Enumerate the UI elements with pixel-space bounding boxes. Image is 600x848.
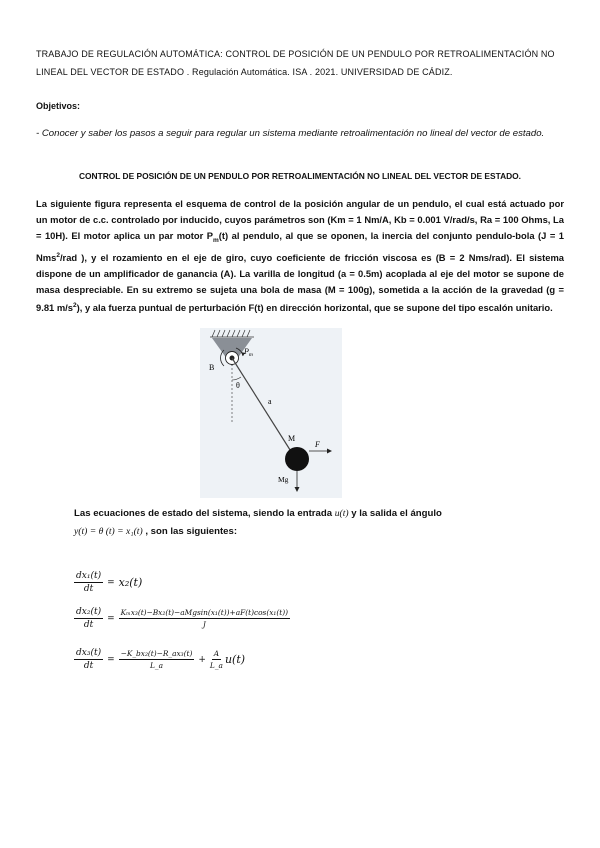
- eq1-equals: =: [107, 577, 115, 588]
- eq3-equals: =: [107, 654, 115, 665]
- eq1-lhs: [74, 571, 103, 594]
- label-pm: [243, 347, 253, 358]
- gravity-arrowhead: [295, 487, 300, 492]
- eq3-t2-num: A: [213, 649, 220, 658]
- paragraph-part-2: (t) al pendulo, al que se oponen, la inercia del conjunto pendulo-bola (J = 1 Nms: [36, 229, 565, 264]
- state-equation-2: [74, 607, 290, 630]
- header-line-1: TRABAJO DE REGULACIÓN AUTOMÁTICA: CONTROL DE POSICIÓN DE UN PENDULO POR RETROALIMENTACIÓN NO: [36, 49, 555, 59]
- description-paragraph: [36, 196, 564, 316]
- label-pm-main: P: [244, 347, 249, 356]
- eq1-lhs-num: dx₁(t): [76, 571, 102, 581]
- input-symbol: u(t): [334, 508, 349, 519]
- equations-intro: [74, 505, 564, 541]
- eq3-term-2-tail: u(t): [224, 653, 246, 666]
- label-mg: Mg: [278, 475, 289, 484]
- section-title: CONTROL DE POSICIÓN DE UN PENDULO POR RETROALIMENTACIÓN NO LINEAL DEL VECTOR DE ESTADO.: [78, 171, 522, 181]
- objectives-title: Objetivos:: [36, 101, 81, 111]
- eq3-t2-den: L_a: [209, 661, 223, 670]
- pm-subscript: m: [213, 236, 219, 244]
- paragraph-part-4: ), y ala fuerza puntual de perturbación F(t) en dirección horizontal, que se supone del tipo escalón unitario.: [76, 301, 553, 313]
- eq3-term-1: [119, 649, 195, 670]
- eq3-plus: +: [198, 654, 206, 665]
- eq3-lhs: [74, 648, 103, 671]
- intro-part-2: y la salida el ángulo: [348, 508, 442, 519]
- paragraph-part-1: La siguiente figura representa el esquema de control de la posición angular de un pendulo, el cual está actuado por un motor de c.c. controlado por inducido, cuyos parámetros son (Km = 1 Nm/A, Kb = 0.001 V/rad/s, Ra = 100 Ohms, La = 10H). El motor aplica un par motor P: [36, 198, 564, 241]
- eq3-term-2: [210, 649, 223, 670]
- intro-part-3: , son las siguientes:: [142, 526, 238, 537]
- label-pm-sub: m: [248, 352, 253, 358]
- eq2-lhs: [74, 607, 103, 630]
- theta-arc: [232, 377, 241, 380]
- eq2-lhs-den: dt: [83, 620, 94, 630]
- label-f: F: [315, 440, 320, 449]
- eq2-lhs-num: dx₂(t): [76, 607, 102, 617]
- pendulum-rod: [232, 358, 292, 453]
- pendulum-diagram: [200, 328, 342, 498]
- intro-part-1: Las ecuaciones de estado del sistema, siendo la entrada: [74, 508, 335, 519]
- eq2-rhs-den: J: [202, 620, 206, 629]
- inertia-superscript: 2: [56, 252, 60, 260]
- ceiling-hatch: [210, 330, 254, 337]
- document-header: [36, 45, 566, 81]
- label-b: B: [209, 363, 215, 372]
- eq1-rhs: x₂(t): [118, 576, 143, 589]
- eq3-t1-num: −K_bx₂(t)−R_ax₃(t): [120, 649, 193, 658]
- pendulum-bob: [285, 447, 309, 471]
- eq2-rhs: [119, 608, 290, 629]
- output-symbol: y(t) = θ (t) = x₁(t): [74, 526, 143, 537]
- eq2-rhs-num: Kₘx₃(t)−Bx₂(t)−aMgsin(x₁(t))+aF(t)cos(x₁(t)): [120, 608, 288, 617]
- eq3-lhs-num: dx₃(t): [76, 648, 102, 658]
- eq3-t1-den: L_a: [150, 661, 164, 670]
- paragraph-part-3: /rad ), y el rozamiento en el eje de giro, cuyo coeficiente de fricción viscosa es (B = 2 Nms/rad). El sistema dispone de un amplificador de ganancia (A). La varilla de longitud (a = 0.5m) acoplada al eje del motor se supone de masa despreciable. En su extremo se sujeta una bola de masa (M = 100g), sometida a la acción de la gravedad (g = 9.81 m/s: [36, 252, 564, 313]
- state-equation-1: [74, 571, 142, 594]
- pendulum-figure: [200, 328, 342, 498]
- eq3-lhs-den: dt: [83, 661, 94, 671]
- gravity-superscript: 2: [73, 301, 77, 309]
- state-equation-3: [74, 648, 245, 671]
- objectives-text: - Conocer y saber los pasos a seguir para regular un sistema mediante retroalimentación no lineal del vector de estado.: [36, 128, 545, 139]
- force-arrowhead: [327, 449, 332, 454]
- label-m: M: [288, 434, 296, 443]
- header-line-2: LINEAL DEL VECTOR DE ESTADO . Regulación Automática. ISA . 2021. UNIVERSIDAD DE CÁDIZ.: [36, 67, 453, 77]
- label-a: a: [268, 397, 272, 406]
- eq2-equals: =: [107, 613, 115, 624]
- label-theta: θ: [236, 381, 240, 390]
- eq1-lhs-den: dt: [83, 584, 94, 594]
